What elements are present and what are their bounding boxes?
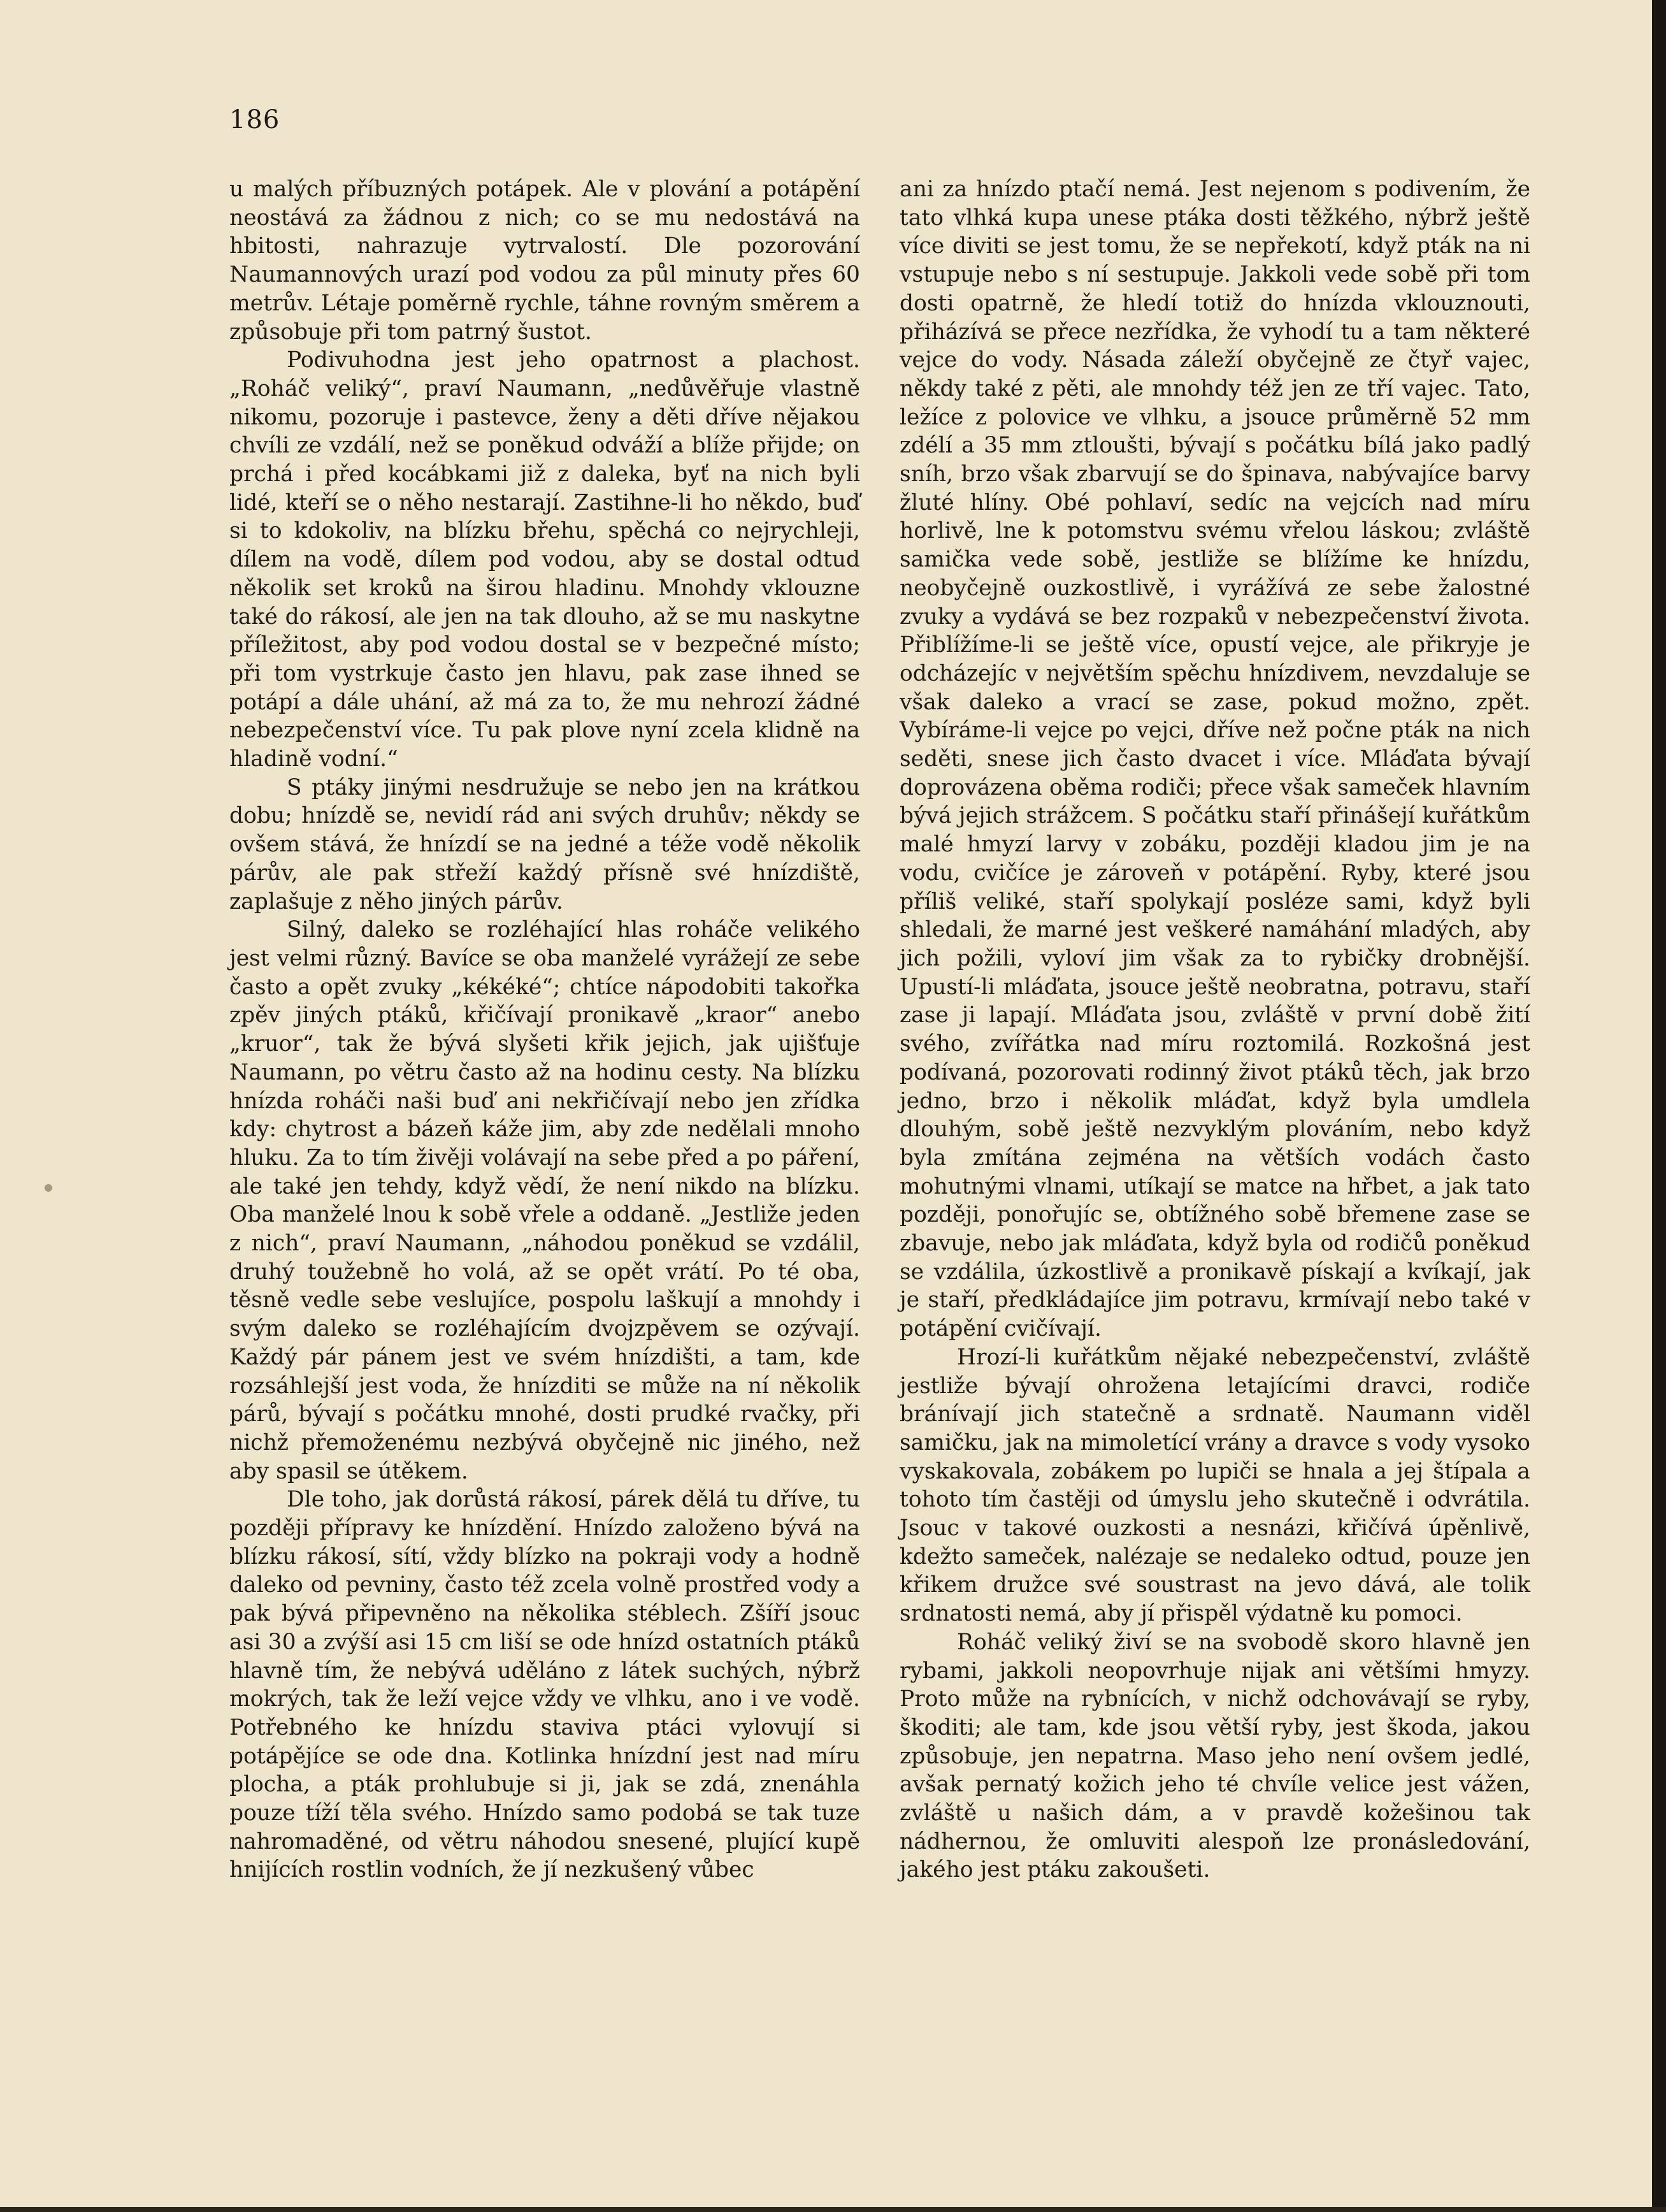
paragraph: Roháč veliký živí se na svobodě skoro hlavně jen rybami, jakkoli neopovrhuje nijak ani většími hmyzy. Proto může na rybnících, v nichž odchovávají se ryby, škoditi; ale tam, kde jsou větší ryby, jest škoda, jakou způsobuje, jen nepatrna. Maso jeho není ovšem jedlé, avšak pernatý kožich jeho té chvíle velice jest vážen, zvláště u našich dám, a v pravdě kožešinou tak nádhernou, že omluviti alespoň lze pronásledování, jakého jest ptáku zakoušeti. bbox=[900, 1629, 1530, 1883]
paragraph: S ptáky jinými nesdružuje se nebo jen na krátkou dobu; hnízdě se, nevidí rád ani svých druhův; někdy se ovšem stává, že hnízdí se na jedné a téže vodě několik párův, ale pak střeží každý přísně své hnízdiště, zaplašuje z něho jiných párův. bbox=[229, 774, 860, 914]
paragraph: u malých příbuzných potápek. Ale v plování a potápění neostává za žádnou z nich; co se mu nedostává na hbitosti, nahrazuje vytrvalostí. Dle pozorování Naumannových urazí pod vodou za půl minuty přes 60 metrův. Létaje poměrně rychle, táhne rovným směrem a způsobuje při tom patrný šustot. bbox=[229, 177, 860, 345]
scan-border-bottom bbox=[0, 2207, 1666, 2212]
margin-dot bbox=[45, 1184, 52, 1192]
scan-border-right bbox=[1652, 0, 1666, 2212]
paragraph: Silný, daleko se rozléhající hlas roháče velikého jest velmi různý. Bavíce se oba manželé vyrážejí ze sebe často a opět zvuky „kékéké“; chtíce nápodobiti takořka zpěv jiných ptáků, křičívají pronikavě „kraor“ anebo „kruor“, tak že bývá slyšeti křik jejich, jak ujišťuje Naumann, po větru často až na hodinu cesty. Na blízku hnízda roháči naši buď ani nekřičívají nebo jen zřídka kdy: chytrost a bázeň káže jim, aby zde nedělali mnoho hluku. Za to tím živěji volávají na sebe před a po páření, ale také jen tehdy, když vědí, že není nikdo na blízku. Oba manželé lnou k sobě vřele a oddaně. „Jestliže jeden z nich“, praví Naumann, „náhodou poněkud se vzdálil, druhý toužebně ho volá, až se opět vrátí. Po té oba, těsně vedle sebe veslujíce, pospolu laškují a mnohdy i svým daleko se rozléhajícím dvojzpěvem se ozývají. Každý pár pánem jest ve svém hnízdišti, a tam, kde rozsáhlejší jest voda, že hnízditi se může na ní několik párů, bývají s počátku mnohé, dosti prudké rvačky, při nichž přemoženému nezbývá obyčejně nic jiného, než aby spasil se útěkem. bbox=[229, 917, 860, 1484]
paragraph: ani za hnízdo ptačí nemá. Jest nejenom s podivením, že tato vlhká kupa unese ptáka dosti těžkého, nýbrž ještě více diviti se jest tomu, že se nepřekotí, když pták na ni vstupuje nebo s ní sestupuje. Jakkoli vede sobě při tom dosti opatrně, že hledí totiž do hnízda vklouznouti, přiházívá se přece nezřídka, že vyhodí tu a tam některé vejce do vody. Násada záleží obyčejně ze čtyř vajec, někdy také z pěti, ale mnohdy též jen ze tří vajec. Tato, ležíce z polovice ve vlhku, a jsouce průměrně 52 mm zdélí a 35 mm ztloušti, bývají s počátku bílá jako padlý sníh, brzo však zbarvují se do špinava, nabývajíce barvy žluté hlíny. Obé pohlaví, sedíc na vejcích nad míru horlivě, lne k potomstvu svému vřelou láskou; zvláště samička vede sobě, jestliže se blížíme ke hnízdu, neobyčejně ouzkostlivě, i vyrážívá ze sebe žalostné zvuky a vydává se bez rozpaků v nebezpečenství života. Přiblížíme-li se ještě více, opustí vejce, ale přikryje je odcházejíc v největším spěchu hnízdivem, nevzdaluje se však daleko a vrací se zase, pokud možno, zpět. Vybíráme-li vejce po vejci, dříve než počne pták na nich seděti, snese jich často dvacet i více. Mláďata bývají doprovázena oběma rodiči; přece však sameček hlavním bývá jejich strážcem. S počátku staří přinášejí kuřátkům malé hmyzí larvy v zobáku, později kladou jim je na vodu, cvičíce je zároveň v potápění. Ryby, které jsou příliš veliké, staří spolykají posléze sami, když byli shledali, že marné jest veškeré namáhání mladých, aby jich požili, vyloví jim však za to rybičky drobnější. Upustí-li mláďata, jsouce ještě neobratna, potravu, staří zase ji lapají. Mláďata jsou, zvláště v první době žití svého, zvířátka nad míru roztomilá. Rozkošná jest podívaná, pozorovati rodinný život ptáků těch, jak brzo jedno, brzo i několik mláďat, když byla umdlela dlouhým, sobě ještě nezvyklým plováním, nebo když byla zmítána zejména na větších vodách často mohutnými vlnami, utíkají se matce na hřbet, a jak tato později, ponořujíc se, obtížného sobě břemene zase se zbavuje, nebo jak mláďata, když byla od rodičů poněkud se vzdálila, úzkostlivě a pronikavě pískají a kvíkají, jak je staří, předkládajíce jim potravu, krmívají nebo také v potápění cvičívají. bbox=[900, 177, 1530, 1342]
right-column bbox=[900, 175, 1530, 1884]
paragraph: Podivuhodna jest jeho opatrnost a plachost. „Roháč veliký“, praví Naumann, „nedůvěřuje vlastně nikomu, pozoruje i pastevce, ženy a děti dříve nějakou chvíli ze vzdálí, než se poněkud odváží a blíže přijde; on prchá i před kocábkami již z daleka, byť na nich byli lidé, kteří se o něho nestarají. Zastihne-li ho někdo, buď si to kdokoliv, na blízku břehu, spěchá co nejrychleji, dílem na vodě, dílem pod vodou, aby se dostal odtud několik set kroků na širou hladinu. Mnohdy vklouzne také do rákosí, ale jen na tak dlouho, až se mu naskytne příležitost, aby pod vodou dostal se v bezpečné místo; při tom vystrkuje často jen hlavu, pak zase ihned se potápí a dále uhání, až má za to, že mu nehrozí žádné nebezpečenství více. Tu pak plove nyní zcela klidně na hladině vodní.“ bbox=[229, 347, 860, 772]
paragraph: Hrozí-li kuřátkům nějaké nebezpečenství, zvláště jestliže bývají ohrožena letajícími dravci, rodiče bránívají jich statečně a srdnatě. Naumann viděl samičku, jak na mimoletící vrány a dravce s vody vysoko vyskakovala, zobákem po lupiči se hnala a jej štípala a tohoto tím častěji od úmyslu jeho skutečně i odvrátila. Jsouc v takové ouzkosti a nesnázi, křičívá úpěnlivě, kdežto sameček, nalézaje se nedaleko odtud, pouze jen křikem družce své soustrast na jevo dává, ale tolik srdnatosti nemá, aby jí přispěl výdatně ku pomoci. bbox=[900, 1344, 1530, 1627]
page-number: 186 bbox=[229, 105, 280, 134]
paragraph: Dle toho, jak dorůstá rákosí, párek dělá tu dříve, tu později přípravy ke hnízdění. Hnízdo založeno bývá na blízku rákosí, sítí, vždy blízko na pokraji vody a hodně daleko od pevniny, často též zcela volně prostřed vody a pak bývá připevněno na několika stéblech. Zšíří jsouc asi 30 a zvýší asi 15 cm liší se ode hnízd ostatních ptáků hlavně tím, že nebývá uděláno z látek suchých, nýbrž mokrých, tak že leží vejce vždy ve vlhku, ano i ve vodě. Potřebného ke hnízdu staviva ptáci vylovují si potápějíce se ode dna. Kotlinka hnízdní jest nad míru plocha, a pták prohlubuje si ji, jak se zdá, znenáhla pouze tíží těla svého. Hnízdo samo podobá se tak tuze nahromaděné, od větru náhodou snesené, plující kupě hnijících rostlin vodních, že jí nezkušený vůbec bbox=[229, 1487, 860, 1883]
left-column bbox=[229, 175, 860, 1884]
